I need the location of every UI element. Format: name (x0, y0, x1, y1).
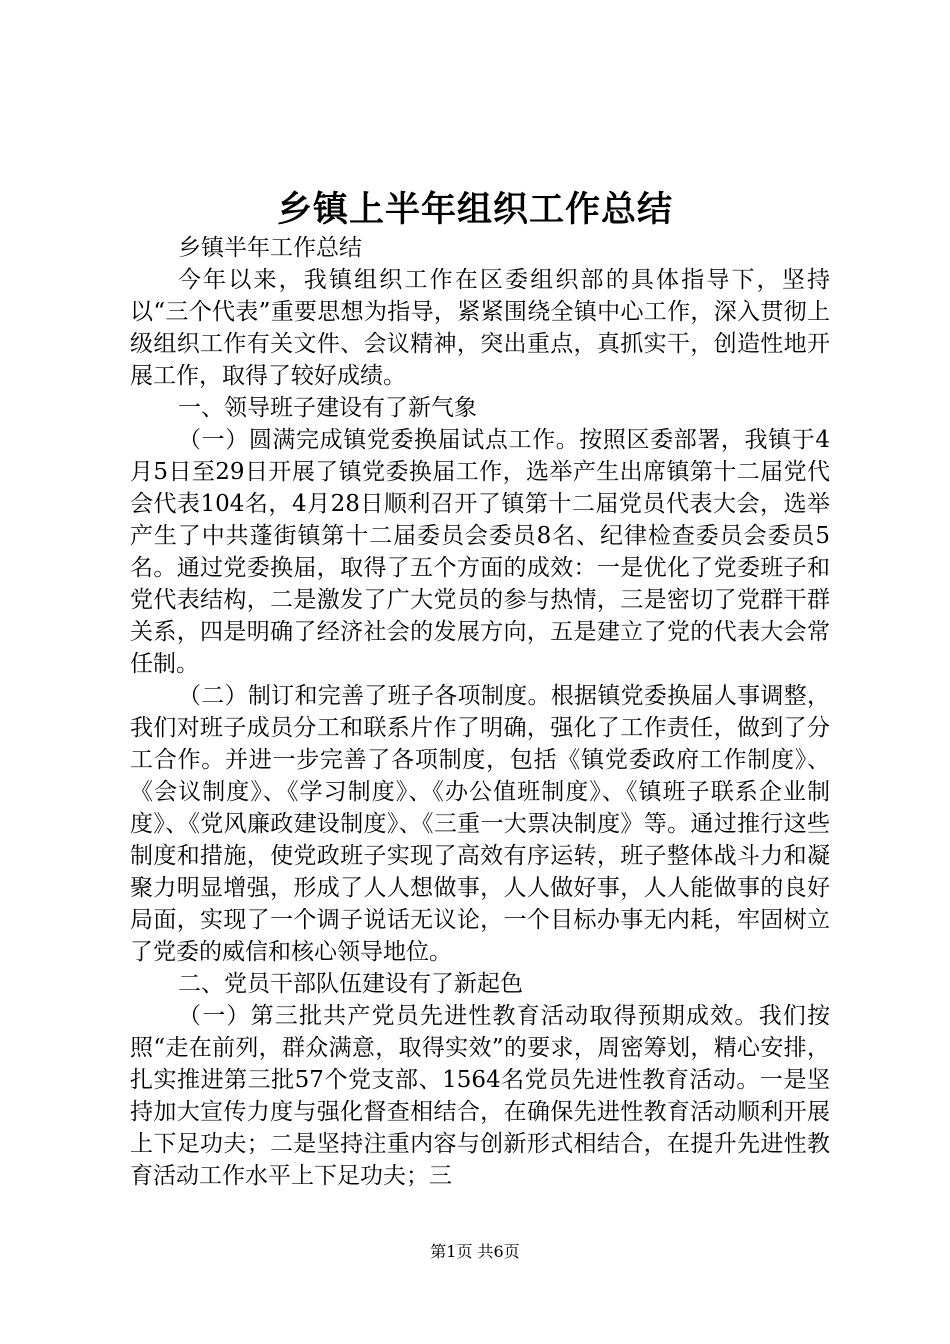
paragraph-subtitle: 乡镇半年工作总结 (178, 235, 362, 261)
page-footer: 第1页 共6页 (430, 1242, 520, 1261)
paragraph-1-1: （一）圆满完成镇党委换届试点工作。按照区委部署，我镇于4月5日至29日开展了镇党委换届工作，选举产生出席镇第十二届党代会代表104名，4月28日顺利召开了镇第十二届党员代表大会，选举产生了中共蓬街镇第十二届委员会委员8名、纪律检查委员会委员5名。通过党委换届，取得了五个方面的成效：一是优化了党委班子和党代表结构，二是激发了广大党员的参与热情，三是密切了党群干群关系，四是明确了经济社会的发展方向，五是建立了党的代表大会常任制。 (130, 427, 830, 677)
section-heading-2: 二、党员干部队伍建设有了新起色 (178, 971, 523, 997)
paragraph-1-2: （二）制订和完善了班子各项制度。根据镇党委换届人事调整，我们对班子成员分工和联系片作了明确，强化了工作责任，做到了分工合作。并进一步完善了各项制度，包括《镇党委政府工作制度》、《会议制度》、《学习制度》、《办公值班制度》、《镇班子联系企业制度》、《党风廉政建设制度》、《三重一大票决制度》等。通过推行这些制度和措施，使党政班子实现了高效有序运转，班子整体战斗力和凝聚力明显增强，形成了人人想做事，人人做好事，人人能做事的良好局面，实现了一个调子说话无议论，一个目标办事无内耗，牢固树立了党委的威信和核心领导地位。 (130, 683, 830, 965)
section-heading-1: 一、领导班子建设有了新气象 (178, 395, 477, 421)
document-body (130, 232, 830, 1192)
document-title: 乡镇上半年组织工作总结 (276, 189, 673, 230)
paragraph-intro: 今年以来，我镇组织工作在区委组织部的具体指导下，坚持以“三个代表”重要思想为指导，紧紧围绕全镇中心工作，深入贯彻上级组织工作有关文件、会议精神，突出重点，真抓实干，创造性地开展工作，取得了较好成绩。 (130, 267, 830, 389)
paragraph-2-1: （一）第三批共产党员先进性教育活动取得预期成效。我们按照“走在前列，群众满意，取得实效”的要求，周密筹划，精心安排，扎实推进第三批57个党支部、1564名党员先进性教育活动。一是坚持加大宣传力度与强化督查相结合，在确保先进性教育活动顺利开展上下足功夫；二是坚持注重内容与创新形式相结合，在提升先进性教育活动工作水平上下足功夫；三 (130, 1003, 830, 1189)
